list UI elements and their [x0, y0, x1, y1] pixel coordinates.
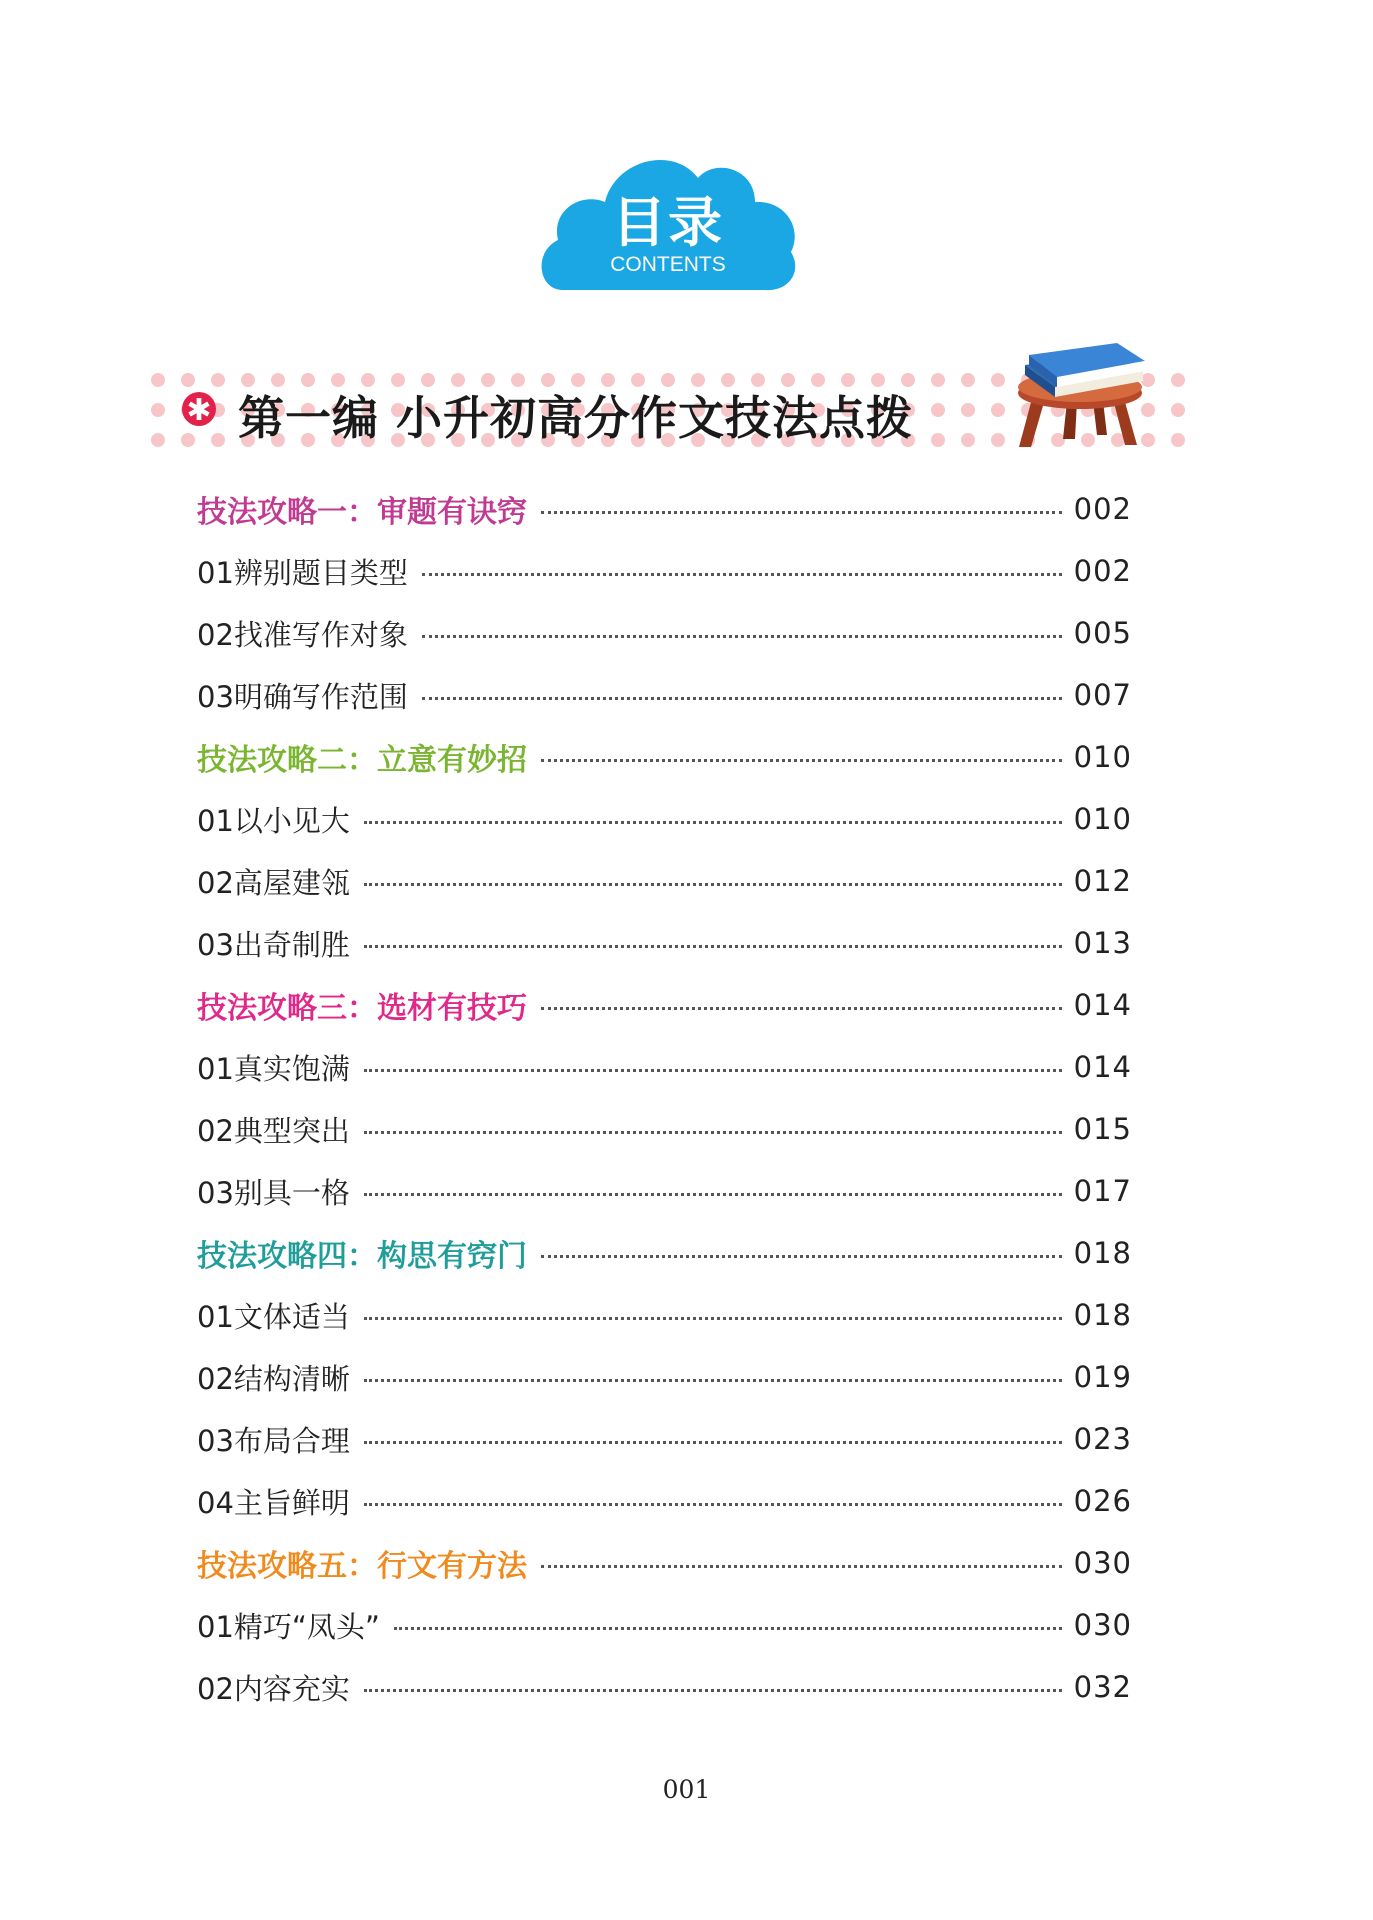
- toc-page-number: 019: [1073, 1360, 1132, 1394]
- toc-dot-leader: [422, 697, 1062, 700]
- banner-dot: [181, 433, 195, 447]
- toc-dot-leader: [394, 1627, 1062, 1630]
- toc-label: 01文体适当: [197, 1299, 350, 1334]
- toc-label: 03出奇制胜: [197, 927, 350, 962]
- toc-page-number: 002: [1073, 492, 1132, 526]
- toc-dot-leader: [541, 759, 1062, 762]
- toc-entry[interactable]: [197, 602, 1132, 664]
- asterisk-badge-icon: ✱: [182, 392, 216, 426]
- banner-dot: [1171, 433, 1185, 447]
- toc-dot-leader: [364, 1689, 1062, 1692]
- contents-cloud-header: [533, 140, 803, 300]
- toc-dot-leader: [541, 1007, 1062, 1010]
- toc-dot-leader: [364, 945, 1062, 948]
- toc-entry[interactable]: [197, 1656, 1132, 1718]
- toc-dot-leader: [541, 1565, 1062, 1568]
- banner-dot: [991, 403, 1005, 417]
- banner-dot: [931, 433, 945, 447]
- book-on-stool-icon: [1005, 335, 1155, 450]
- toc-label: 03明确写作范围: [197, 679, 408, 714]
- toc-section-heading[interactable]: [197, 726, 1132, 788]
- toc-page-number: 017: [1073, 1174, 1132, 1208]
- toc-entry[interactable]: [197, 1098, 1132, 1160]
- toc-entry[interactable]: [197, 1594, 1132, 1656]
- toc-page-number: 030: [1073, 1546, 1132, 1580]
- toc-section-heading[interactable]: [197, 1532, 1132, 1594]
- toc-page-number: 023: [1073, 1422, 1132, 1456]
- toc-entry[interactable]: [197, 1408, 1132, 1470]
- toc-entry[interactable]: [197, 1346, 1132, 1408]
- toc-section-heading[interactable]: [197, 478, 1132, 540]
- toc-page-number: 014: [1073, 1050, 1132, 1084]
- banner-dot: [1171, 373, 1185, 387]
- toc-dot-leader: [541, 511, 1062, 514]
- banner-dot: [151, 373, 165, 387]
- toc-dot-leader: [364, 1441, 1062, 1444]
- banner-dot: [1171, 403, 1185, 417]
- page-number: 001: [662, 1775, 711, 1804]
- toc-entry[interactable]: [197, 664, 1132, 726]
- banner-dot: [991, 433, 1005, 447]
- toc-page-number: 026: [1073, 1484, 1132, 1518]
- contents-title: 目录: [612, 191, 724, 254]
- banner-dot: [151, 403, 165, 417]
- toc-label: 02结构清晰: [197, 1361, 350, 1396]
- toc-label: 01辨别题目类型: [197, 555, 408, 590]
- toc-page-number: 014: [1073, 988, 1132, 1022]
- toc-dot-leader: [364, 821, 1062, 824]
- toc-entry[interactable]: [197, 912, 1132, 974]
- banner-dot: [181, 373, 195, 387]
- toc-label: 技法攻略四：构思有窍门: [197, 1239, 527, 1274]
- toc-section-heading[interactable]: [197, 974, 1132, 1036]
- toc-dot-leader: [364, 1131, 1062, 1134]
- toc-page-number: 018: [1073, 1236, 1132, 1270]
- toc-label: 02典型突出: [197, 1113, 350, 1148]
- toc-entry[interactable]: [197, 540, 1132, 602]
- toc-label: 技法攻略二：立意有妙招: [197, 743, 527, 778]
- toc-dot-leader: [364, 1069, 1062, 1072]
- section-title: 第一编 小升初高分作文技法点拨: [238, 391, 914, 445]
- toc-label: 01以小见大: [197, 803, 350, 838]
- toc-entry[interactable]: [197, 1470, 1132, 1532]
- toc-page-number: 032: [1073, 1670, 1132, 1704]
- toc-entry[interactable]: [197, 788, 1132, 850]
- banner-dot: [931, 403, 945, 417]
- toc-dot-leader: [364, 1379, 1062, 1382]
- toc-label: 技法攻略一：审题有诀窍: [197, 495, 527, 530]
- toc-page-number: 015: [1073, 1112, 1132, 1146]
- contents-subtitle: CONTENTS: [610, 253, 726, 276]
- banner-dot: [931, 373, 945, 387]
- toc-label: 01真实饱满: [197, 1051, 350, 1086]
- banner-dot: [961, 433, 975, 447]
- banner-dot: [961, 403, 975, 417]
- table-of-contents: [197, 478, 1132, 1718]
- toc-page-number: 007: [1073, 678, 1132, 712]
- toc-page-number: 018: [1073, 1298, 1132, 1332]
- toc-page-number: 030: [1073, 1608, 1132, 1642]
- banner-dot: [991, 373, 1005, 387]
- toc-label: 02高屋建瓴: [197, 865, 350, 900]
- toc-page-number: 013: [1073, 926, 1132, 960]
- toc-label: 03布局合理: [197, 1423, 350, 1458]
- toc-label: 技法攻略三：选材有技巧: [197, 991, 527, 1026]
- toc-dot-leader: [364, 1503, 1062, 1506]
- toc-page-number: 012: [1073, 864, 1132, 898]
- toc-dot-leader: [422, 573, 1062, 576]
- toc-dot-leader: [541, 1255, 1062, 1258]
- toc-label: 01精巧“凤头”: [197, 1609, 380, 1644]
- toc-label: 02找准写作对象: [197, 617, 408, 652]
- toc-page-number: 010: [1073, 740, 1132, 774]
- banner-dot: [961, 373, 975, 387]
- toc-dot-leader: [364, 1317, 1062, 1320]
- toc-section-heading[interactable]: [197, 1222, 1132, 1284]
- banner-dot: [211, 433, 225, 447]
- toc-entry[interactable]: [197, 1036, 1132, 1098]
- banner-dot: [151, 433, 165, 447]
- toc-entry[interactable]: [197, 1284, 1132, 1346]
- toc-label: 02内容充实: [197, 1671, 350, 1706]
- toc-page-number: 010: [1073, 802, 1132, 836]
- banner-dot: [211, 373, 225, 387]
- toc-entry[interactable]: [197, 1160, 1132, 1222]
- toc-dot-leader: [422, 635, 1062, 638]
- toc-dot-leader: [364, 1193, 1062, 1196]
- toc-page-number: 002: [1073, 554, 1132, 588]
- toc-page-number: 005: [1073, 616, 1132, 650]
- toc-dot-leader: [364, 883, 1062, 886]
- toc-label: 技法攻略五：行文有方法: [197, 1549, 527, 1584]
- toc-label: 04主旨鲜明: [197, 1485, 350, 1520]
- toc-entry[interactable]: [197, 850, 1132, 912]
- toc-label: 03别具一格: [197, 1175, 350, 1210]
